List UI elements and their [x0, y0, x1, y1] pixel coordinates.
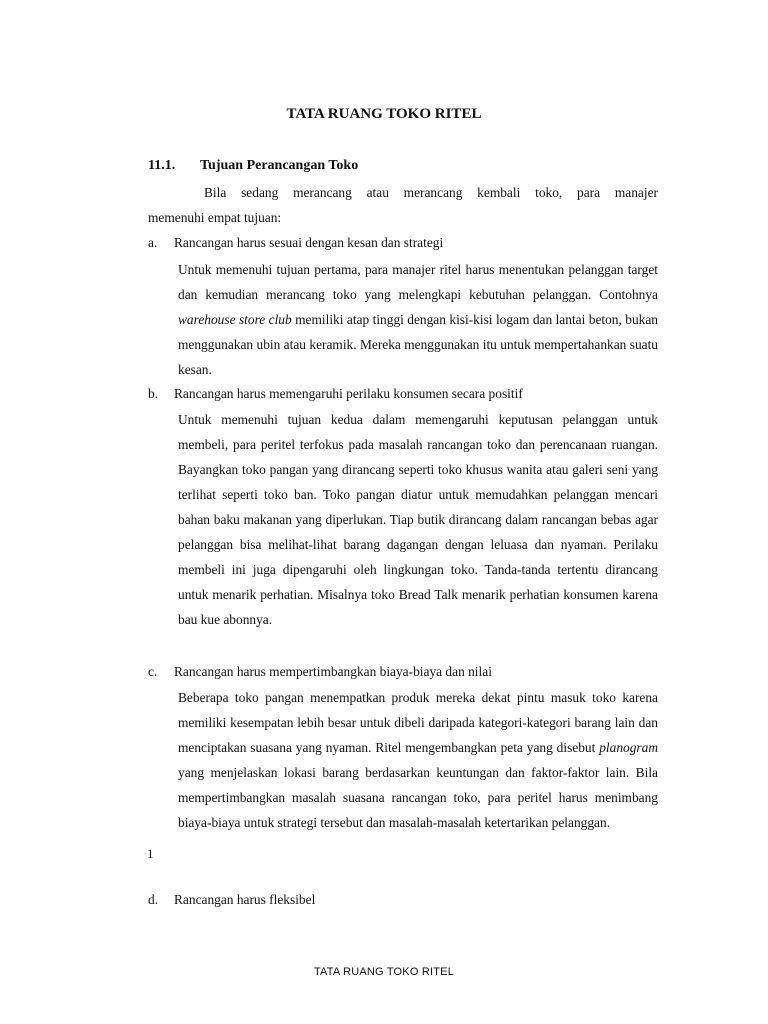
item-heading: Rancangan harus memengaruhi perilaku konsumen secara positif	[174, 386, 523, 401]
paragraph-c: Beberapa toko pangan menempatkan produk mereka dekat pintu masuk toko karena memiliki kesempatan lebih besar untuk dibeli daripada kategori-kategori barang lain dan menciptakan suasana yang nyaman. Ritel mengembangkan peta yang disebut planogram yang menjelaskan lokasi barang berdasarkan keuntungan dan faktor-faktor lain. Bila mempertimbangkan masalah suasana rancangan toko, para peritel harus menimbang biaya-biaya untuk strategi tersebut dan masalah-masalah ketertarikan pelanggan.	[178, 690, 658, 830]
emphasis-warehouse: warehouse store club	[178, 312, 292, 327]
item-label: d.	[148, 892, 159, 907]
intro-line-1: Bila sedang merancang atau merancang kembali toko, para manajer	[204, 185, 658, 200]
paragraph-b: Untuk memenuhi tujuan kedua dalam memengaruhi keputusan pelanggan untuk membeli, para peritel terfokus pada masalah rancangan toko dan perencanaan ruangan. Bayangkan toko pangan yang dirancang seperti toko khusus wanita atau galeri seni yang terlihat seperti toko ban. Toko pangan diatur untuk memudahkan pelanggan mencari bahan baku makanan yang diperlukan. Tiap butik dirancang dalam rancangan bebas agar pelanggan bisa melihat-lihat barang dagangan dengan leluasa dan nyaman. Perilaku membeli ini juga dipengaruhi oleh lingkungan toko. Tanda-tanda tertentu dirancang untuk menarik perhatian. Misalnya toko Bread Talk menarik perhatian konsumen karena bau kue abonnya.	[178, 412, 658, 627]
item-heading: Rancangan harus mempertimbangkan biaya-biaya dan nilai	[174, 664, 492, 679]
item-heading: Rancangan harus fleksibel	[174, 892, 316, 907]
list-item-c	[148, 662, 492, 682]
emphasis-planogram: planogram	[599, 740, 658, 755]
item-label: a.	[148, 235, 158, 250]
section-number: 11.1.	[148, 158, 176, 173]
page-title: TATA RUANG TOKO RITEL	[286, 106, 482, 122]
page-footer: TATA RUANG TOKO RITEL	[313, 966, 455, 978]
section-title: Tujuan Perancangan Toko	[200, 158, 359, 173]
section-heading	[148, 158, 358, 174]
item-heading: Rancangan harus sesuai dengan kesan dan strategi	[174, 235, 444, 250]
list-item-a	[148, 233, 443, 253]
list-item-b	[148, 384, 523, 404]
item-label: b.	[148, 386, 159, 401]
item-label: c.	[148, 664, 158, 679]
intro-line-2: memenuhi empat tujuan:	[148, 210, 282, 225]
paragraph-a: Untuk memenuhi tujuan pertama, para manajer ritel harus menentukan pelanggan target dan kemudian merancang toko yang melengkapi kebutuhan pelanggan. Contohnya warehouse store club memiliki atap tinggi dengan kisi-kisi logam dan lantai beton, bukan menggunakan ubin atau keramik. Mereka menggunakan itu untuk mempertahankan suatu kesan.	[178, 262, 658, 377]
page-number: 1	[147, 846, 154, 861]
list-item-d	[148, 890, 315, 910]
